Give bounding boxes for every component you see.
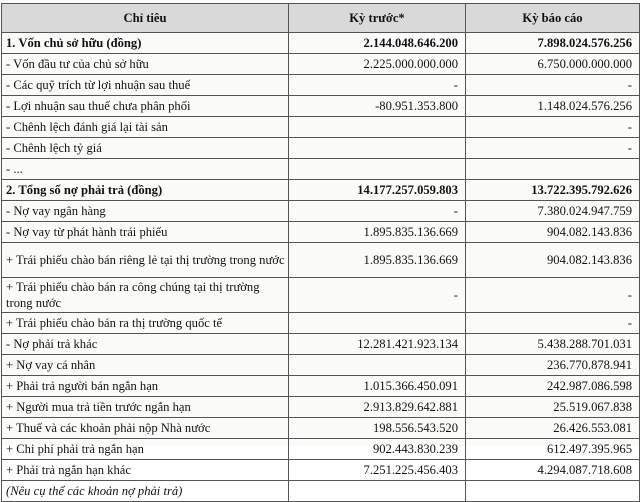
row-previous-value: -80.951.353.800 — [289, 96, 466, 117]
row-current-value: 25.519.067.838 — [466, 397, 640, 418]
row-label: - Các quỹ trích từ lợi nhuận sau thuế — [2, 75, 289, 96]
row-previous-value — [289, 117, 466, 138]
row-label: 1. Vốn chủ sở hữu (đồng) — [2, 33, 289, 54]
table-row — [2, 138, 640, 159]
row-label: + Trái phiếu chào bán ra công chúng tại thị trường trong nước — [2, 278, 289, 313]
table-row — [2, 397, 640, 418]
table-row — [2, 278, 640, 313]
row-current-value: 26.426.553.081 — [466, 418, 640, 439]
row-current-value: - — [466, 75, 640, 96]
row-previous-value: - — [289, 201, 466, 222]
row-previous-value: 1.015.366.450.091 — [289, 376, 466, 397]
row-label: + Chi phí phải trả ngắn hạn — [2, 439, 289, 460]
table-row — [2, 243, 640, 278]
table-row — [2, 222, 640, 243]
row-label: - Chênh lệch tỷ giá — [2, 138, 289, 159]
row-current-value: 7.898.024.576.256 — [466, 33, 640, 54]
row-label: - Lợi nhuận sau thuế chưa phân phối — [2, 96, 289, 117]
row-label: - Nợ phải trả khác — [2, 334, 289, 355]
table-row — [2, 117, 640, 138]
row-current-value: - — [466, 313, 640, 334]
header-reporting-period: Kỳ báo cáo — [466, 4, 640, 33]
row-previous-value: 198.556.543.520 — [289, 418, 466, 439]
table-header-row — [2, 4, 640, 33]
row-previous-value: - — [289, 278, 466, 313]
row-current-value: - — [466, 138, 640, 159]
row-current-value: 242.987.086.598 — [466, 376, 640, 397]
table-row — [2, 180, 640, 201]
row-label: + Nợ vay cá nhân — [2, 355, 289, 376]
row-label: - Nợ vay ngân hàng — [2, 201, 289, 222]
row-current-value: 6.750.000.000.000 — [466, 54, 640, 75]
table-row — [2, 313, 640, 334]
row-label: + Thuế và các khoản phải nộp Nhà nước — [2, 418, 289, 439]
row-label: 2. Tổng số nợ phải trả (đồng) — [2, 180, 289, 201]
row-previous-value: 14.177.257.059.803 — [289, 180, 466, 201]
row-current-value: 13.722.395.792.626 — [466, 180, 640, 201]
table-row — [2, 96, 640, 117]
row-current-value: 5.438.288.701.031 — [466, 334, 640, 355]
row-current-value: 1.148.024.576.256 — [466, 96, 640, 117]
row-previous-value: 2.913.829.642.881 — [289, 397, 466, 418]
table-row — [2, 481, 640, 502]
row-previous-value: - — [289, 75, 466, 96]
row-previous-value — [289, 481, 466, 502]
row-current-value — [466, 159, 640, 180]
row-label: + Phải trả ngắn hạn khác — [2, 460, 289, 481]
table-row — [2, 460, 640, 481]
table-row — [2, 159, 640, 180]
row-previous-value: 1.895.835.136.669 — [289, 243, 466, 278]
row-current-value: - — [466, 278, 640, 313]
row-label: - Vốn đầu tư của chủ sở hữu — [2, 54, 289, 75]
row-previous-value — [289, 313, 466, 334]
row-label: - ... — [2, 159, 289, 180]
table-row — [2, 33, 640, 54]
row-current-value — [466, 481, 640, 502]
table-row — [2, 54, 640, 75]
table-row — [2, 355, 640, 376]
header-indicator: Chỉ tiêu — [2, 4, 289, 33]
row-label: + Trái phiếu chào bán ra thị trường quốc tế — [2, 313, 289, 334]
row-label: - Chênh lệch đánh giá lại tài sản — [2, 117, 289, 138]
row-previous-value: 7.251.225.456.403 — [289, 460, 466, 481]
row-previous-value — [289, 138, 466, 159]
row-previous-value: 2.225.000.000.000 — [289, 54, 466, 75]
row-current-value: 904.082.143.836 — [466, 222, 640, 243]
row-current-value: 7.380.024.947.759 — [466, 201, 640, 222]
row-current-value: - — [466, 117, 640, 138]
row-current-value: 904.082.143.836 — [466, 243, 640, 278]
row-previous-value: 12.281.421.923.134 — [289, 334, 466, 355]
table-row — [2, 376, 640, 397]
row-current-value: 4.294.087.718.608 — [466, 460, 640, 481]
row-previous-value: 902.443.830.239 — [289, 439, 466, 460]
row-label: + Người mua trả tiền trước ngắn hạn — [2, 397, 289, 418]
row-previous-value: 1.895.835.136.669 — [289, 222, 466, 243]
table-row — [2, 418, 640, 439]
row-label: - Nợ vay từ phát hành trái phiếu — [2, 222, 289, 243]
row-label: (Nêu cụ thể các khoản nợ phải trả) — [2, 481, 289, 502]
table-row — [2, 201, 640, 222]
row-previous-value: 2.144.048.646.200 — [289, 33, 466, 54]
header-previous-period: Kỳ trước* — [289, 4, 466, 33]
table-row — [2, 75, 640, 96]
table-row — [2, 334, 640, 355]
row-label: + Phải trả người bán ngắn hạn — [2, 376, 289, 397]
table-row — [2, 439, 640, 460]
row-label: + Trái phiếu chào bán riêng lẻ tại thị trường trong nước — [2, 243, 289, 278]
row-current-value: 612.497.395.965 — [466, 439, 640, 460]
row-current-value: 236.770.878.941 — [466, 355, 640, 376]
row-previous-value — [289, 159, 466, 180]
row-previous-value — [289, 355, 466, 376]
financial-table — [1, 3, 640, 502]
